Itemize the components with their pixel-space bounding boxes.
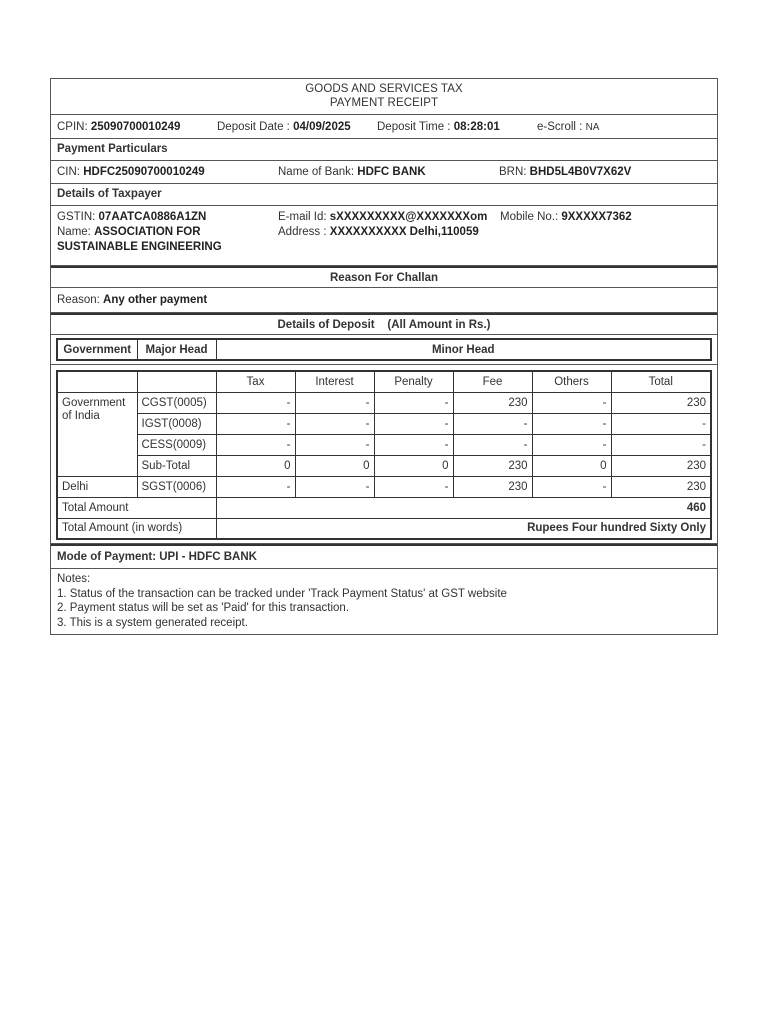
address-value: XXXXXXXXXX Delhi,110059 xyxy=(329,226,479,238)
taxpayer-right xyxy=(500,210,632,225)
reason-row xyxy=(51,288,717,313)
notes xyxy=(51,569,717,634)
receipt-title xyxy=(51,79,717,115)
bank-name-value: HDFC BANK xyxy=(357,166,426,178)
col-others: Others xyxy=(532,371,611,392)
deposit-detail-box xyxy=(51,365,717,544)
cpin: CPIN: 25090700010249 xyxy=(57,120,181,133)
table-row: Delhi SGST(0006) - - - 230 - 230 xyxy=(57,476,711,497)
total-amount-value: 460 xyxy=(216,497,711,518)
col-total: Total xyxy=(611,371,711,392)
total-words-label: Total Amount (in words) xyxy=(57,518,216,539)
deposit-head-table xyxy=(56,338,712,361)
reason-value: Any other payment xyxy=(103,294,208,306)
deposit-time-value: 08:28:01 xyxy=(453,120,500,133)
deposit-time: Deposit Time : 08:28:01 xyxy=(377,120,500,133)
gstin-value: 07AATCA0886A1ZN xyxy=(98,211,207,223)
total-amount-label: Total Amount xyxy=(57,497,216,518)
col-minor-head: Minor Head xyxy=(216,339,711,360)
mode-of-payment: Mode of Payment: UPI - HDFC BANK xyxy=(51,544,717,569)
table-row: Government of India CGST(0005) - - - 230 - 230 xyxy=(57,392,711,413)
col-penalty: Penalty xyxy=(374,371,453,392)
cin-value: HDFC25090700010249 xyxy=(83,166,205,178)
taxpayer-left xyxy=(57,210,222,255)
note-item: 1. Status of the transaction can be tracked under 'Track Payment Status' at GST website xyxy=(57,587,507,600)
taxpayer-middle xyxy=(278,210,487,240)
email: E-mail Id: sXXXXXXXXX@XXXXXXXom xyxy=(278,211,488,223)
title-line-2: PAYMENT RECEIPT xyxy=(329,97,439,109)
deposit-head-box xyxy=(51,335,717,365)
brn: BRN: BHD5L4B0V7X62V xyxy=(499,166,632,178)
taxpayer-name: Name: ASSOCIATION FOR xyxy=(57,226,201,238)
deposit-columns-row xyxy=(57,371,711,392)
deposit-date: Deposit Date : 04/09/2025 xyxy=(217,120,351,133)
reason-heading: Reason For Challan xyxy=(51,266,717,288)
title-line-1: GOODS AND SERVICES TAX xyxy=(305,83,463,95)
taxpayer-heading: Details of Taxpayer xyxy=(51,184,717,206)
e-scroll: e-Scroll : NA xyxy=(537,120,600,133)
mobile: Mobile No.: 9XXXXX7362 xyxy=(500,211,632,223)
note-item: 3. This is a system generated receipt. xyxy=(57,616,248,629)
payment-particulars-row xyxy=(51,161,717,184)
col-fee: Fee xyxy=(453,371,532,392)
major-head-cell: CGST(0005) xyxy=(137,392,216,413)
cpin-value: 25090700010249 xyxy=(90,120,181,133)
payment-receipt xyxy=(50,78,718,635)
deposit-heading: Details of Deposit (All Amount in Rs.) xyxy=(51,313,717,335)
col-interest: Interest xyxy=(295,371,374,392)
taxpayer-name-value-2: SUSTAINABLE ENGINEERING xyxy=(57,241,222,253)
total-words-row xyxy=(57,518,711,539)
major-head-cell: CESS(0009) xyxy=(137,434,216,455)
major-head-cell: SGST(0006) xyxy=(137,476,216,497)
table-row: CESS(0009) - - - - - - xyxy=(57,434,711,455)
table-row: IGST(0008) - - - - - - xyxy=(57,413,711,434)
taxpayer-name-value-1: ASSOCIATION FOR xyxy=(94,226,201,238)
total-amount-row xyxy=(57,497,711,518)
cpin-row xyxy=(51,115,717,139)
col-government: Government xyxy=(57,339,137,360)
delhi-label: Delhi xyxy=(57,476,137,497)
e-scroll-value: NA xyxy=(585,121,600,133)
brn-value: BHD5L4B0V7X62V xyxy=(529,166,632,178)
email-value: sXXXXXXXXX@XXXXXXXom xyxy=(329,211,488,223)
address: Address : XXXXXXXXXX Delhi,110059 xyxy=(278,226,479,238)
bank-name: Name of Bank: HDFC BANK xyxy=(278,166,426,178)
major-head-cell: Sub-Total xyxy=(137,455,216,476)
col-major-head: Major Head xyxy=(137,339,216,360)
notes-title: Notes: xyxy=(57,573,91,585)
gstin: GSTIN: 07AATCA0886A1ZN xyxy=(57,211,207,223)
mobile-value: 9XXXXX7362 xyxy=(561,211,632,223)
cin: CIN: HDFC25090700010249 xyxy=(57,166,205,178)
table-row: Sub-Total 0 0 0 230 0 230 xyxy=(57,455,711,476)
reason: Reason: Any other payment xyxy=(57,294,208,306)
deposit-table xyxy=(56,370,712,540)
col-tax: Tax xyxy=(216,371,295,392)
payment-particulars-heading: Payment Particulars xyxy=(51,139,717,161)
major-head-cell: IGST(0008) xyxy=(137,413,216,434)
note-item: 2. Payment status will be set as 'Paid' for this transaction. xyxy=(57,602,350,614)
government-of-india-label: Government of India xyxy=(57,392,137,476)
total-words-value: Rupees Four hundred Sixty Only xyxy=(216,518,711,539)
taxpayer-details xyxy=(51,206,717,266)
deposit-date-value: 04/09/2025 xyxy=(293,120,351,133)
